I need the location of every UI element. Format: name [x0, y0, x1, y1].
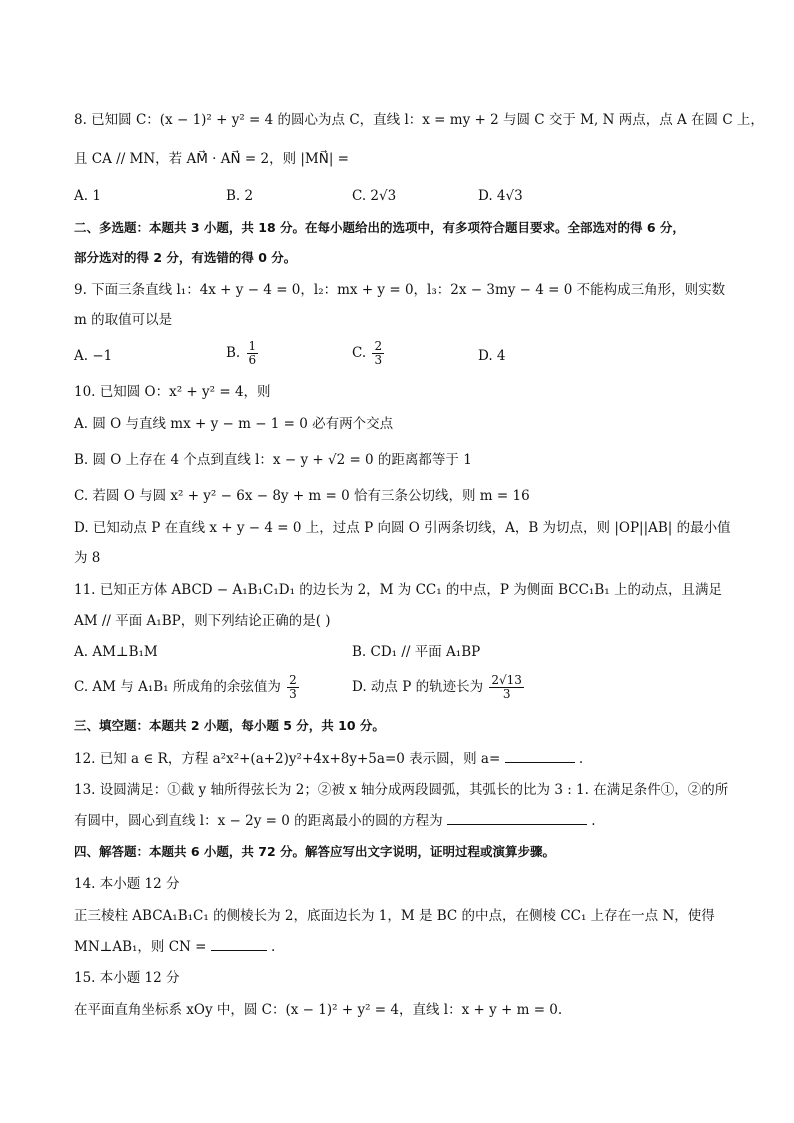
- q15-heading: 15. 本小题 12 分: [74, 970, 180, 986]
- q8-option-b: B. 2: [226, 188, 254, 204]
- q11-option-d: [352, 674, 526, 701]
- q11-option-b: B. CD₁ // 平面 A₁BP: [352, 644, 481, 660]
- q8-option-c: C. 2√3: [352, 188, 397, 204]
- section2-line2: 部分选对的得 2 分，有选错的得 0 分。: [74, 250, 297, 265]
- fraction-numerator: 2√13: [491, 673, 522, 687]
- q15-line1: 在平面直角坐标系 xOy 中，圆 C：(x − 1)² + y² = 4，直线 l：x + y + m = 0.: [74, 1002, 563, 1018]
- q14-line1: 正三棱柱 ABCA₁B₁C₁ 的侧棱长为 2，底面边长为 1，M 是 BC 的中点，在侧棱 CC₁ 上存在一点 N，使得: [74, 908, 715, 924]
- fraction-denominator: 3: [502, 687, 511, 701]
- q10-option-c: C. 若圆 O 与圆 x² + y² − 6x − 8y + m = 0 恰有三条公切线，则 m = 16: [74, 488, 530, 504]
- q8-option-d: D. 4√3: [478, 188, 523, 204]
- fraction-numerator: 2: [374, 339, 383, 353]
- q13-end: .: [591, 813, 596, 829]
- fraction-numerator: 1: [248, 339, 257, 353]
- q9-option-c-fraction: [372, 340, 384, 367]
- fraction-denominator: 3: [374, 353, 383, 367]
- q11-line2: AM // 平面 A₁BP，则下列结论正确的是( ): [74, 613, 331, 629]
- q9-line1: 9. 下面三条直线 l₁：4x + y − 4 = 0，l₂：mx + y = 0，l₃：2x − 3my − 4 = 0 不能构成三角形，则实数: [74, 282, 726, 298]
- q9-option-d: D. 4: [478, 348, 506, 364]
- q13-line1: 13. 设圆满足：①截 y 轴所得弦长为 2；②被 x 轴分成两段圆弧，其弧长的比为 3 : 1. 在满足条件①，②的所: [74, 782, 729, 798]
- q9-line2: m 的取值可以是: [74, 312, 173, 328]
- fraction-numerator: 2: [289, 673, 297, 687]
- q9-option-c-label: C.: [352, 345, 367, 361]
- q12-text: 12. 已知 a ∈ R，方程 a²x²+(a+2)y²+4x+8y+5a=0 表示圆，则 a=: [74, 751, 501, 767]
- q11-option-c-fraction: [287, 674, 299, 701]
- section2-line1: 二、多选题：本题共 3 小题，共 18 分。在每小题给出的选项中，有多项符合题目要求。全部选对的得 6 分，: [74, 220, 685, 235]
- fraction-denominator: 3: [289, 687, 297, 701]
- fraction-denominator: 6: [248, 353, 257, 367]
- q11-line1: 11. 已知正方体 ABCD − A₁B₁C₁D₁ 的边长为 2，M 为 CC₁ 的中点，P 为侧面 BCC₁B₁ 上的动点，且满足: [74, 582, 722, 598]
- q12-answer-blank[interactable]: [505, 748, 575, 763]
- q9-option-b: [226, 340, 260, 367]
- q11-option-d-text: D. 动点 P 的轨迹长为: [352, 679, 484, 695]
- q10-stem: 10. 已知圆 O：x² + y² = 4，则: [74, 384, 271, 400]
- q9-option-b-label: B.: [226, 345, 241, 361]
- q14-line2: [74, 936, 275, 957]
- q14-text: MN⊥AB₁，则 CN =: [74, 939, 207, 955]
- q9-option-b-fraction: [247, 340, 259, 367]
- q10-option-a: A. 圆 O 与直线 mx + y − m − 1 = 0 必有两个交点: [74, 416, 394, 432]
- q11-option-a: A. AM⊥B₁M: [74, 644, 158, 660]
- q13-line2: [74, 810, 596, 831]
- q14-heading: 14. 本小题 12 分: [74, 876, 180, 892]
- q14-answer-blank[interactable]: [211, 936, 267, 951]
- q13-text: 有圆中，圆心到直线 l：x − 2y = 0 的距离最小的圆的方程为: [74, 813, 443, 829]
- q11-option-c-text: C. AM 与 A₁B₁ 所成角的余弦值为: [74, 679, 281, 695]
- q14-end: .: [271, 939, 276, 955]
- q10-option-b: B. 圆 O 上存在 4 个点到直线 l：x − y + √2 = 0 的距离都等于 1: [74, 452, 472, 468]
- q11-option-d-fraction: [489, 674, 524, 701]
- q12-end: .: [578, 751, 584, 767]
- q8-option-a: A. 1: [74, 188, 101, 204]
- q8-line2: 且 CA // MN，若 AM⃗ · AN⃗ = 2，则 |MN⃗| =: [74, 151, 349, 167]
- section3-heading: 三、填空题：本题共 2 小题，每小题 5 分，共 10 分。: [74, 718, 385, 733]
- q10-option-d-line2: 为 8: [74, 550, 101, 566]
- q10-option-d-line1: D. 已知动点 P 在直线 x + y − 4 = 0 上，过点 P 向圆 O 引两条切线，A，B 为切点，则 |OP||AB| 的最小值: [74, 520, 731, 536]
- q8-line1: 8. 已知圆 C：(x − 1)² + y² = 4 的圆心为点 C，直线 l：x = my + 2 与圆 C 交于 M, N 两点，点 A 在圆 C 上，: [74, 112, 764, 128]
- q9-option-c: [352, 340, 386, 367]
- q13-answer-blank[interactable]: [447, 810, 587, 825]
- q9-option-a: A. −1: [74, 348, 113, 364]
- q11-option-c: [74, 674, 301, 701]
- section4-heading: 四、解答题：本题共 6 小题，共 72 分。解答应写出文字说明，证明过程或演算步骤。: [74, 844, 556, 859]
- q12-line: [74, 748, 583, 769]
